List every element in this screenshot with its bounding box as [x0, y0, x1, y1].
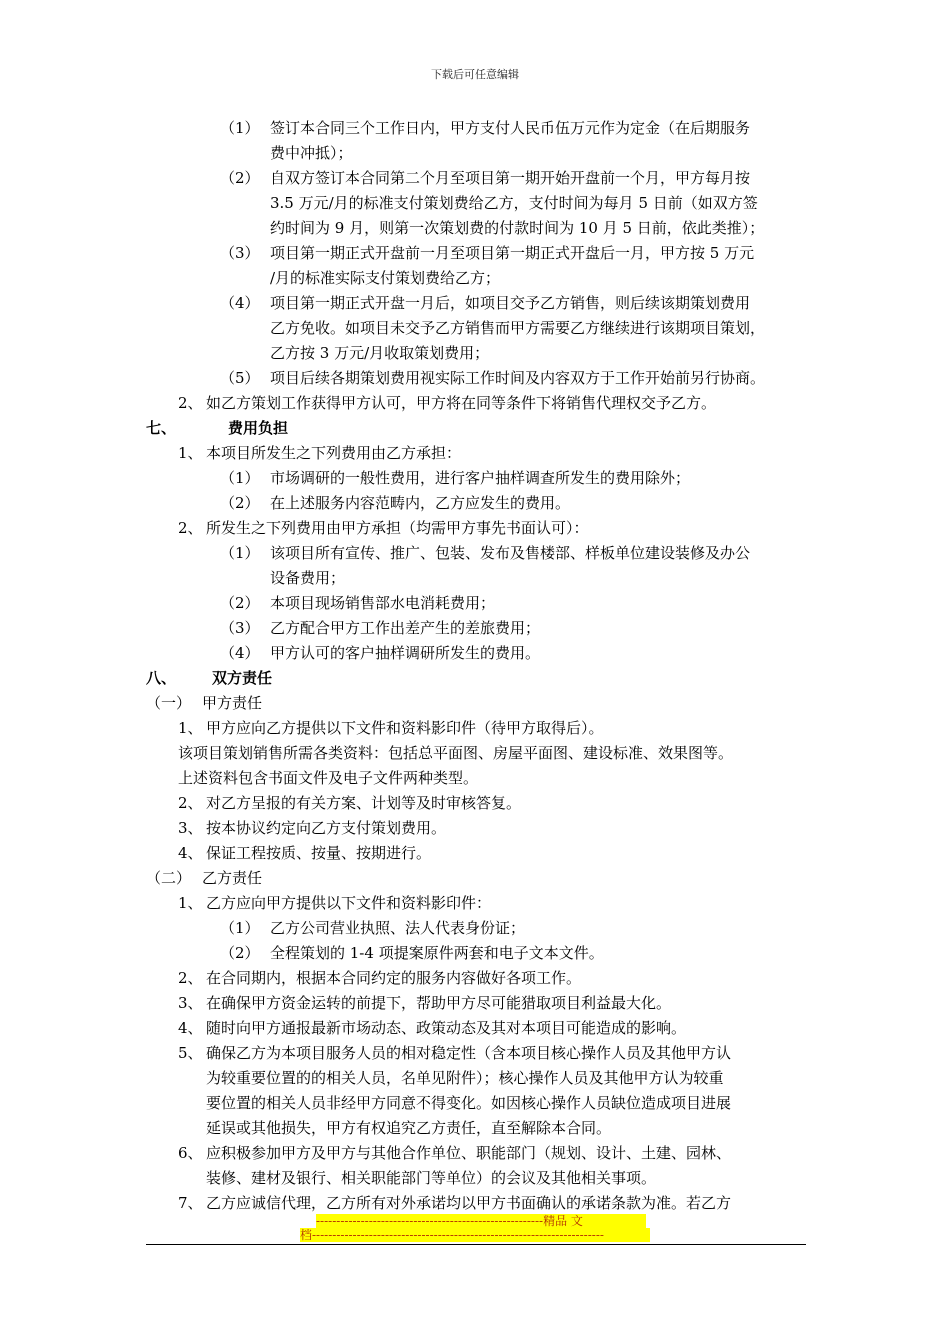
item-number: （一）: [146, 694, 192, 712]
item-number: （3）: [220, 619, 260, 637]
text-line: 市场调研的一般性费用，进行客户抽样调查所发生的费用除外；: [270, 469, 691, 487]
text-line: 在确保甲方资金运转的前提下，帮助甲方尽可能猎取项目利益最大化。: [206, 994, 672, 1012]
text-line: 在合同期内，根据本合同约定的服务内容做好各项工作。: [206, 969, 582, 987]
item-number: 6、: [178, 1144, 203, 1162]
item-number: （1）: [220, 544, 260, 562]
text-line: 乙方责任: [202, 869, 263, 887]
footer-divider: [146, 1244, 806, 1245]
text-line: 项目第一期正式开盘前一月至项目第一期正式开盘后一月，甲方按 5 万元: [270, 244, 755, 262]
text-line: 约时间为 9 月，则第一次策划费的付款时间为 10 月 5 日前，依此类推）；: [270, 219, 765, 237]
item-number: 2、: [178, 969, 203, 987]
text-line: 3.5 万元/月的标准支付策划费给乙方，支付时间为每月 5 日前（如双方签: [270, 194, 758, 212]
section-heading: 费用负担: [228, 419, 289, 437]
item-number: （1）: [220, 119, 260, 137]
item-number: （3）: [220, 244, 260, 262]
text-line: 为较重要位置的的相关人员，名单见附件）；核心操作人员及其他甲方认为较重: [206, 1069, 724, 1087]
item-number: （4）: [220, 644, 260, 662]
text-line: 对乙方呈报的有关方案、计划等及时审核答复。: [206, 794, 522, 812]
text-line: 乙方配合甲方工作出差产生的差旅费用；: [270, 619, 541, 637]
item-number: 1、: [178, 719, 203, 737]
footer-watermark-line2: 档------------------------------------------------------------------------: [300, 1228, 650, 1242]
text-line: 乙方应诚信代理，乙方所有对外承诺均以甲方书面确认的承诺条款为准。若乙方: [206, 1194, 732, 1212]
text-line: 乙方按 3 万元/月收取策划费用；: [270, 344, 490, 362]
text-line: 甲方应向乙方提供以下文件和资料影印件（待甲方取得后）。: [206, 719, 604, 737]
text-line: 保证工程按质、按量、按期进行。: [206, 844, 432, 862]
item-number: 2、: [178, 519, 203, 537]
text-line: 所发生之下列费用由甲方承担（均需甲方事先书面认可）：: [206, 519, 589, 537]
text-line: 装修、建材及银行、相关职能部门等单位）的会议及其他相关事项。: [206, 1169, 657, 1187]
section-heading: 双方责任: [212, 669, 273, 687]
text-line: 乙方应向甲方提供以下文件和资料影印件：: [206, 894, 492, 912]
text-line: 在上述服务内容范畴内，乙方应发生的费用。: [270, 494, 571, 512]
text-line: 设备费用；: [270, 569, 346, 587]
text-line: 随时向甲方通报最新市场动态、政策动态及其对本项目可能造成的影响。: [206, 1019, 687, 1037]
text-line: 应积极参加甲方及甲方与其他合作单位、职能部门（规划、设计、土建、园林、: [206, 1144, 732, 1162]
item-number: 1、: [178, 444, 203, 462]
item-number: 4、: [178, 844, 203, 862]
text-line: 延误或其他损失，甲方有权追究乙方责任，直至解除本合同。: [206, 1119, 612, 1137]
item-number: 5、: [178, 1044, 203, 1062]
item-number: 3、: [178, 819, 203, 837]
item-number: 4、: [178, 1019, 203, 1037]
text-line: 费中冲抵）；: [270, 144, 353, 162]
item-number: （2）: [220, 594, 260, 612]
item-number: （1）: [220, 919, 260, 937]
page-header: 下载后可任意编辑: [431, 68, 519, 81]
text-line: 甲方认可的客户抽样调研所发生的费用。: [270, 644, 541, 662]
item-number: 7、: [178, 1194, 203, 1212]
text-line: 乙方免收。如项目未交予乙方销售而甲方需要乙方继续进行该期项目策划，: [270, 319, 766, 337]
section-number: 八、: [146, 669, 177, 687]
text-line: 自双方签订本合同第二个月至项目第一期开始开盘前一个月，甲方每月按: [270, 169, 751, 187]
item-number: 2、: [178, 394, 203, 412]
text-line: 项目后续各期策划费用视实际工作时间及内容双方于工作开始前另行协商。: [270, 369, 766, 387]
text-line: 按本协议约定向乙方支付策划费用。: [206, 819, 447, 837]
item-number: （二）: [146, 869, 192, 887]
item-number: （4）: [220, 294, 260, 312]
text-line: /月的标准实际支付策划费给乙方；: [270, 269, 501, 287]
text-line: 全程策划的 1-4 项提案原件两套和电子文本文件。: [270, 944, 604, 962]
item-number: （1）: [220, 469, 260, 487]
text-line: 如乙方策划工作获得甲方认可，甲方将在同等条件下将销售代理权交予乙方。: [206, 394, 717, 412]
text-line: 项目第一期正式开盘一月后，如项目交予乙方销售，则后续该期策划费用: [270, 294, 751, 312]
item-number: （2）: [220, 944, 260, 962]
text-line: 上述资料包含书面文件及电子文件两种类型。: [178, 769, 479, 787]
text-line: 该项目策划销售所需各类资料：包括总平面图、房屋平面图、建设标准、效果图等。: [178, 744, 734, 762]
text-line: 本项目所发生之下列费用由乙方承担：: [206, 444, 462, 462]
item-number: （2）: [220, 169, 260, 187]
item-number: （2）: [220, 494, 260, 512]
text-line: 签订本合同三个工作日内，甲方支付人民币伍万元作为定金（在后期服务: [270, 119, 751, 137]
item-number: （5）: [220, 369, 260, 387]
text-line: 本项目现场销售部水电消耗费用；: [270, 594, 496, 612]
item-number: 1、: [178, 894, 203, 912]
text-line: 乙方公司营业执照、法人代表身份证；: [270, 919, 526, 937]
text-line: 该项目所有宣传、推广、包装、发布及售楼部、样板单位建设装修及办公: [270, 544, 751, 562]
text-line: 确保乙方为本项目服务人员的相对稳定性（含本项目核心操作人员及其他甲方认: [206, 1044, 732, 1062]
text-line: 要位置的相关人员非经甲方同意不得变化。如因核心操作人员缺位造成项目进展: [206, 1094, 732, 1112]
item-number: 3、: [178, 994, 203, 1012]
section-number: 七、: [146, 419, 177, 437]
footer-watermark-line1: --------------------------------------------------------精品 文: [316, 1214, 646, 1228]
text-line: 甲方责任: [202, 694, 263, 712]
item-number: 2、: [178, 794, 203, 812]
